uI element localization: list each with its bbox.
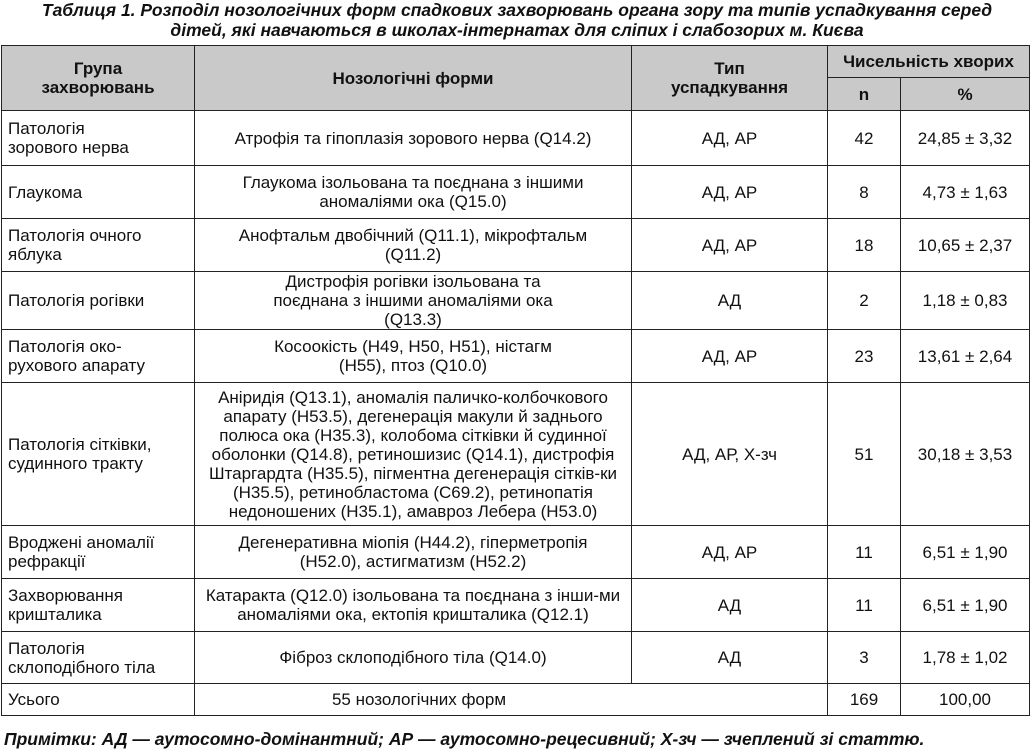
cell-group: Патологія зорового нерва <box>2 111 195 166</box>
cell-n: 18 <box>828 219 901 272</box>
cell-forms: Дегенеративна міопія (Н44.2), гіперметропія (Н52.0), астигматизм (Н52.2) <box>195 526 632 579</box>
cell-pct: 10,65 ± 2,37 <box>901 219 1030 272</box>
caption-line-2: дітей, які навчаються в школах-інтернатах для сліпих і слабозорих м. Києва <box>170 20 864 40</box>
cell-n: 11 <box>828 526 901 579</box>
cell-pct: 13,61 ± 2,64 <box>901 330 1030 383</box>
cell-forms: Косоокість (Н49, Н50, Н51), ністагм (Н55), птоз (Q10.0) <box>195 330 632 383</box>
cell-n: 11 <box>828 579 901 632</box>
table-row <box>2 579 1030 632</box>
caption-line-1: Таблиця 1. Розподіл нозологічних форм спадкових захворювань органа зору та типів успадкування серед <box>41 0 993 20</box>
cell-pct: 1,18 ± 0,83 <box>901 272 1030 330</box>
disease-table <box>1 45 1030 716</box>
table-row <box>2 526 1030 579</box>
header-type: Тип успадкування <box>632 46 828 111</box>
table-row <box>2 219 1030 272</box>
cell-pct: 30,18 ± 3,53 <box>901 383 1030 526</box>
cell-type: АД, АР <box>632 166 828 219</box>
cell-forms: Глаукома ізольована та поєднана з іншими аномаліями ока (Q15.0) <box>195 166 632 219</box>
cell-group: Глаукома <box>2 166 195 219</box>
cell-forms: Дистрофія рогівки ізольована та поєднана з іншими аномаліями ока (Q13.3) <box>195 272 632 330</box>
cell-pct: 4,73 ± 1,63 <box>901 166 1030 219</box>
cell-n: 3 <box>828 632 901 684</box>
cell-n: 51 <box>828 383 901 526</box>
cell-pct: 6,51 ± 1,90 <box>901 526 1030 579</box>
cell-forms: Атрофія та гіпоплазія зорового нерва (Q14.2) <box>195 111 632 166</box>
cell-n: 169 <box>828 684 901 716</box>
cell-group: Патологія рогівки <box>2 272 195 330</box>
table-row <box>2 330 1030 383</box>
header-count: Чисельність хворих <box>828 46 1030 78</box>
cell-n: 23 <box>828 330 901 383</box>
cell-group: Патологія око-рухового апарату <box>2 330 195 383</box>
cell-group: Патологія сітківки, судинного тракту <box>2 383 195 526</box>
cell-forms-total: 55 нозологічних форм <box>195 684 828 716</box>
header-forms: Нозологічні форми <box>195 46 632 111</box>
cell-n: 8 <box>828 166 901 219</box>
cell-group: Усього <box>2 684 195 716</box>
header-pct: % <box>901 78 1030 111</box>
table-row <box>2 166 1030 219</box>
table-row <box>2 632 1030 684</box>
cell-type: АД, АР <box>632 526 828 579</box>
cell-type: АД, АР <box>632 111 828 166</box>
cell-type: АД, АР, Х-зч <box>632 383 828 526</box>
cell-pct: 6,51 ± 1,90 <box>901 579 1030 632</box>
footnote: Примітки: АД — аутосомно-домінантний; АР — аутосомно-рецесивний; Х-зч — зчеплений зі статтю. <box>4 729 925 749</box>
cell-group: Патологія склоподібного тіла <box>2 632 195 684</box>
cell-type: АД, АР <box>632 219 828 272</box>
cell-type: АД <box>632 579 828 632</box>
cell-group: Вроджені аномалії рефракції <box>2 526 195 579</box>
table-row <box>2 383 1030 526</box>
cell-forms: Анофтальм двобічний (Q11.1), мікрофтальм (Q11.2) <box>195 219 632 272</box>
table-row <box>2 111 1030 166</box>
cell-n: 2 <box>828 272 901 330</box>
cell-type: АД <box>632 632 828 684</box>
cell-forms: Фіброз склоподібного тіла (Q14.0) <box>195 632 632 684</box>
cell-n: 42 <box>828 111 901 166</box>
cell-pct: 1,78 ± 1,02 <box>901 632 1030 684</box>
cell-pct: 24,85 ± 3,32 <box>901 111 1030 166</box>
cell-group: Патологія очного яблука <box>2 219 195 272</box>
header-group: Група захворювань <box>2 46 195 111</box>
table-row-total <box>2 684 1030 716</box>
cell-type: АД <box>632 272 828 330</box>
cell-pct: 100,00 <box>901 684 1030 716</box>
cell-group: Захворювання кришталика <box>2 579 195 632</box>
table-row <box>2 272 1030 330</box>
table-caption <box>4 0 1030 40</box>
cell-forms: Аніридія (Q13.1), аномалія паличко-колбочкового апарату (Н53.5), дегенерація макули й заднього полюса ока (Н35.3), колобома сітківки й судинної оболонки (Q14.8), ретиношизис (Q14.1), дистрофія Штаргардта (Н35.5), пігментна дегенерація сітків-ки (Н35.5), ретинобластома (С69.2), ретинопатія недоношених (Н35.1), амавроз Лебера (Н53.0) <box>195 383 632 526</box>
header-n: n <box>828 78 901 111</box>
cell-forms: Катаракта (Q12.0) ізольована та поєднана з інши-ми аномаліями ока, ектопія кришталика (Q12.1) <box>195 579 632 632</box>
cell-type: АД, АР <box>632 330 828 383</box>
